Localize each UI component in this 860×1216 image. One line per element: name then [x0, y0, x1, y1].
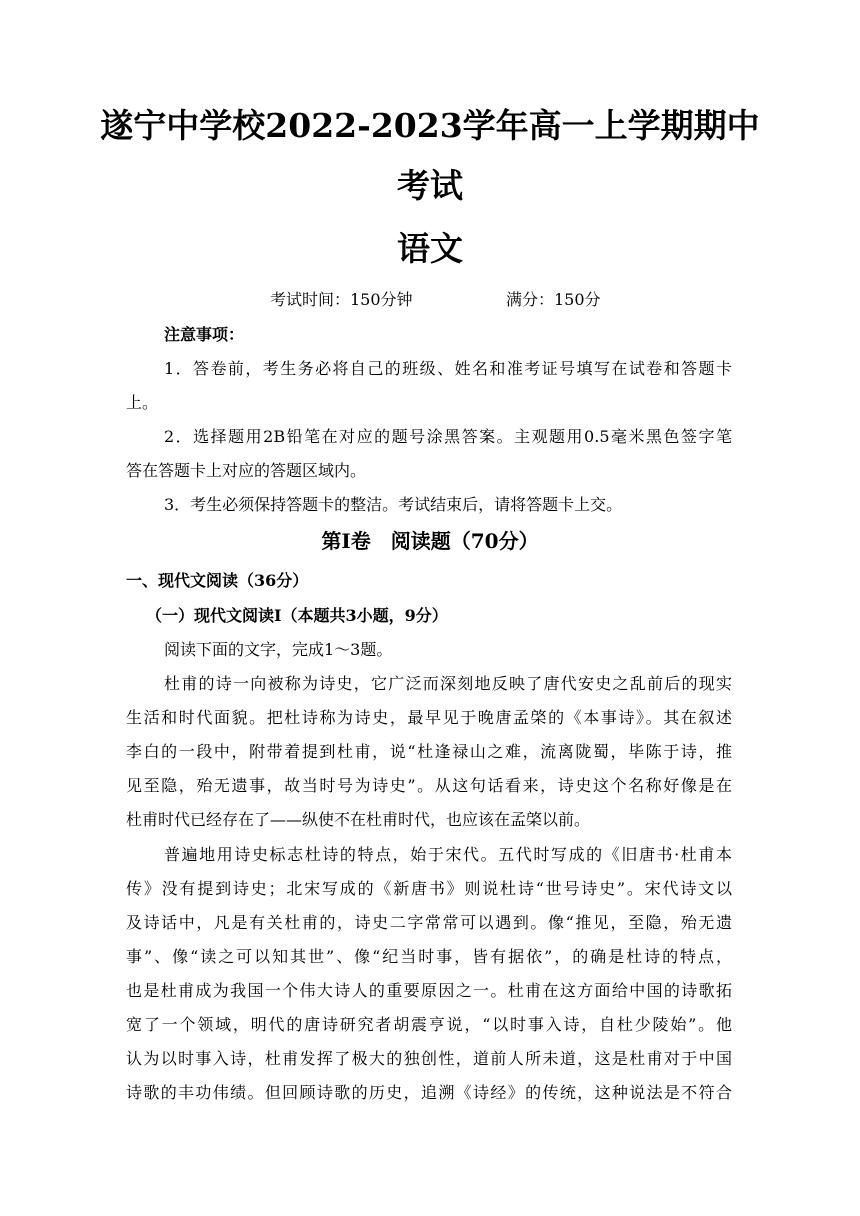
exam-time: 考试时间：150分钟	[270, 290, 413, 309]
exam-title-line1: 遂宁中学校2022-2023学年高一上学期期中	[100, 106, 760, 145]
passage-line: 普遍地用诗史标志杜诗的特点，始于宋代。五代时写成的《旧唐书·杜甫本	[164, 845, 732, 864]
sub-section-heading: （一）现代文阅读Ⅰ（本题共3小题，9分）	[146, 606, 448, 625]
passage-line: 李白的一段中，附带着提到杜甫，说“杜逢禄山之难，流离陇蜀，毕陈于诗，推	[126, 742, 732, 761]
notice-heading: 注意事项：	[164, 325, 245, 344]
passage-line: 见至隐，殆无遗事，故当时号为诗史”。从这句话看来，诗史这个名称好像是在	[126, 776, 732, 795]
passage-line: 宽了一个领域，明代的唐诗研究者胡震亨说，“以时事入诗，自杜少陵始”。他	[126, 1015, 732, 1034]
passage-line: 事”、像“读之可以知其世”、像“纪当时事，皆有据依”，的确是杜诗的特点，	[126, 947, 732, 966]
exam-title-line2: 考试	[397, 166, 463, 205]
passage-line: 杜甫的诗一向被称为诗史，它广泛而深刻地反映了唐代安史之乱前后的现实	[164, 674, 732, 693]
section-title: 第Ⅰ卷 阅读题（70分）	[321, 529, 539, 553]
passage-line: 认为以时事入诗，杜甫发挥了极大的独创性，道前人所未道，这是杜甫对于中国	[126, 1049, 732, 1068]
passage-line: 及诗话中，凡是有关杜甫的，诗史二字常常可以遇到。像“推见，至隐，殆无遗	[126, 913, 732, 932]
notice-item-1-line-1: 1．答卷前，考生务必将自己的班级、姓名和准考证号填写在试卷和答题卡	[164, 359, 732, 378]
notice-item-1-line-2: 上。	[126, 393, 159, 412]
passage-line: 也是杜甫成为我国一个伟大诗人的重要原因之一。杜甫在这方面给中国的诗歌拓	[126, 981, 732, 1000]
notice-item-2-line-2: 答在答题卡上对应的答题区域内。	[126, 461, 367, 480]
passage-line: 杜甫时代已经存在了——纵使不在杜甫时代，也应该在孟棨以前。	[126, 810, 591, 829]
reading-instruction: 阅读下面的文字，完成1～3题。	[164, 640, 393, 659]
passage-line: 诗歌的丰功伟绩。但回顾诗歌的历史，追溯《诗经》的传统，这种说法是不符合	[126, 1083, 732, 1102]
passage-line: 生活和时代面貌。把杜诗称为诗史，最早见于晚唐孟棨的《本事诗》。其在叙述	[126, 708, 732, 727]
notice-item-3: 3．考生必须保持答题卡的整洁。考试结束后，请将答题卡上交。	[164, 495, 623, 514]
notice-item-2-line-1: 2．选择题用2B铅笔在对应的题号涂黑答案。主观题用0.5毫米黑色签字笔	[164, 427, 732, 446]
full-score: 满分：150分	[506, 290, 601, 309]
subject-title: 语文	[397, 229, 463, 268]
passage-line: 传》没有提到诗史；北宋写成的《新唐书》则说杜诗“世号诗史”。宋代诗文以	[126, 879, 732, 898]
part-one-heading: 一、现代文阅读（36分）	[126, 571, 309, 590]
